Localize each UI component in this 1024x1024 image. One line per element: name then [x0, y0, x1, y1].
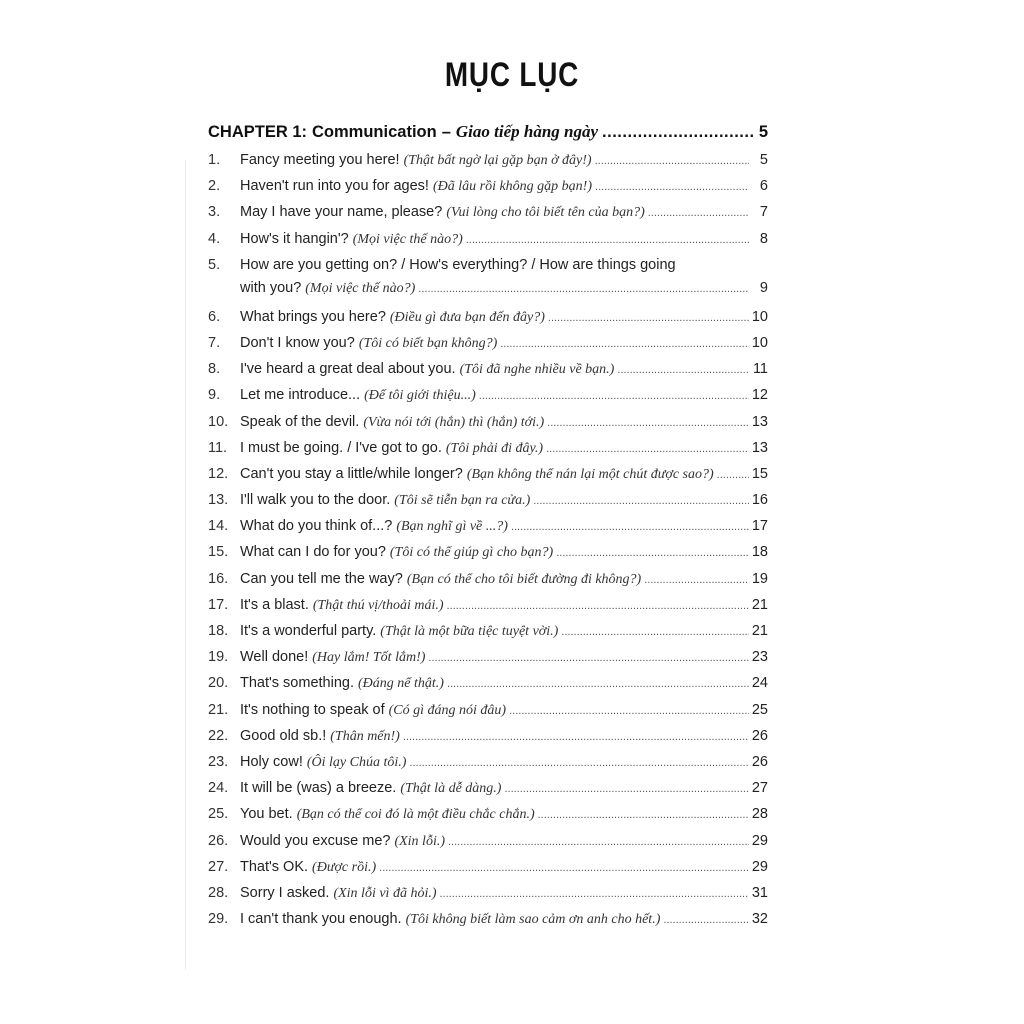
- dot-leader: [428, 652, 748, 664]
- entry-page-number: 23: [751, 649, 768, 666]
- toc-entry[interactable]: [208, 414, 768, 440]
- entry-phrase-en: That's OK.: [240, 858, 309, 875]
- dot-leader: [440, 888, 749, 900]
- entry-page-number: 24: [751, 675, 768, 692]
- entry-phrase-en: Don't I know you?: [240, 334, 355, 351]
- toc-entry[interactable]: [208, 361, 768, 387]
- dot-leader: [448, 836, 749, 848]
- entry-phrase-vi: (Thật thú vị/thoải mái.): [312, 597, 444, 613]
- entry-number: 23.: [208, 753, 229, 770]
- dot-leader: [648, 207, 749, 219]
- toc-entry[interactable]: [208, 335, 768, 361]
- entry-phrase-en: I can't thank you enough.: [240, 911, 402, 928]
- entry-phrase-en: Can't you stay a little/while longer?: [240, 465, 463, 482]
- entry-number: 2.: [208, 178, 221, 195]
- entry-page-number: 7: [759, 204, 768, 221]
- entry-phrase-vi: (Thật bất ngờ lại gặp bạn ở đây!): [403, 153, 592, 168]
- entry-phrase-vi: (Xin lỗi vì đã hỏi.): [333, 885, 437, 901]
- entry-page-number: 19: [751, 570, 768, 587]
- toc-entry[interactable]: [208, 231, 768, 257]
- toc-entry[interactable]: [208, 780, 768, 806]
- dot-leader: [556, 547, 749, 559]
- entry-phrase-en: It's a blast.: [240, 596, 309, 613]
- entry-page-number: 6: [759, 178, 768, 195]
- entry-number: 14.: [208, 518, 229, 535]
- dot-leader: [548, 312, 749, 324]
- entry-phrase-vi: (Thật là dễ dàng.): [400, 781, 502, 797]
- entry-phrase-en: What brings you here?: [240, 308, 386, 325]
- entry-page-number: 8: [759, 230, 768, 247]
- chapter-page-number: 5: [758, 123, 768, 141]
- entry-phrase-vi: (Hay lắm! Tốt lắm!): [312, 650, 426, 666]
- dot-leader: [595, 181, 749, 193]
- entry-phrase-en: Good old sb.!: [240, 727, 327, 744]
- entry-phrase-en: Speak of the devil.: [240, 413, 360, 430]
- entry-page-number: 9: [759, 279, 768, 296]
- entry-phrase-vi: (Được rồi.): [312, 859, 377, 875]
- chapter-title-en: Communication: [312, 123, 437, 141]
- entry-phrase-en: Holy cow!: [240, 753, 303, 770]
- dot-leader: [511, 521, 749, 533]
- entry-phrase-en: It's a wonderful party.: [240, 623, 377, 639]
- dot-leader: [479, 390, 749, 402]
- toc-entry[interactable]: [208, 597, 768, 623]
- entry-phrase-en: I've heard a great deal about you.: [240, 361, 456, 378]
- toc-entry[interactable]: [208, 309, 768, 335]
- entry-number: 18.: [208, 623, 229, 639]
- entry-number: 12.: [208, 465, 229, 482]
- dot-leader: [561, 626, 749, 638]
- entry-phrase-vi: (Bạn không thể nán lại một chút được sao?): [466, 466, 714, 482]
- toc-entry[interactable]: [208, 466, 768, 492]
- entry-page-number: 11: [752, 361, 768, 378]
- dot-leader: [403, 731, 749, 743]
- toc-entry[interactable]: [208, 675, 768, 701]
- chapter-label: CHAPTER 1:: [208, 123, 308, 141]
- entry-number: 5.: [208, 256, 221, 273]
- entry-page-number: 26: [751, 727, 768, 744]
- toc-entry[interactable]: [208, 623, 768, 649]
- dot-leader: [418, 283, 749, 295]
- entry-number: 20.: [208, 675, 229, 692]
- entry-phrase-en: Sorry I asked.: [240, 884, 330, 901]
- entry-page-number: 29: [751, 832, 768, 849]
- entry-phrase-en: How's it hangin'?: [240, 230, 349, 247]
- entry-page-number: 17: [751, 518, 768, 535]
- dot-leader: [504, 783, 748, 795]
- entry-number: 28.: [208, 884, 229, 901]
- dot-leader: [509, 705, 749, 717]
- entry-number: 21.: [208, 701, 229, 718]
- entry-phrase-en: You bet.: [240, 806, 293, 823]
- entry-number: 3.: [208, 204, 221, 221]
- chapter-title-vi: Giao tiếp hàng ngày: [455, 122, 599, 141]
- dot-leader: [546, 443, 749, 455]
- entry-phrase-vi: (Vừa nói tới (hắn) thì (hắn) tới.): [363, 414, 545, 430]
- entry-number: 25.: [208, 806, 229, 823]
- entry-phrase-vi: (Tôi có biết bạn không?): [358, 335, 498, 351]
- entry-line-2: [208, 280, 768, 306]
- toc-entry[interactable]: [208, 728, 768, 754]
- entry-number: 8.: [208, 361, 221, 378]
- entry-phrase-en: Fancy meeting you here!: [240, 152, 400, 168]
- entry-phrase-vi: (Thân mến!): [330, 728, 400, 744]
- dot-leader: [533, 495, 749, 507]
- toc-entry[interactable]: [208, 204, 768, 230]
- entry-page-number: 13: [751, 413, 768, 430]
- dot-leader: [409, 757, 748, 769]
- page-edge-shadow: [185, 160, 186, 970]
- dot-leader: [644, 574, 749, 586]
- entry-phrase-vi: (Tôi đã nghe nhiều về bạn.): [459, 362, 615, 378]
- toc-entry[interactable]: [208, 859, 768, 885]
- entry-phrase-vi: (Để tôi giới thiệu...): [364, 388, 476, 404]
- dot-leader: [663, 914, 748, 926]
- toc-entry[interactable]: [208, 649, 768, 675]
- toc-entry[interactable]: [208, 885, 768, 911]
- entry-phrase-vi: (Tôi sẽ tiễn bạn ra cửa.): [394, 493, 531, 509]
- entry-phrase-en-cont: with you?: [240, 279, 302, 296]
- entry-number: 4.: [208, 230, 221, 247]
- entry-phrase-en: What do you think of...?: [240, 518, 393, 535]
- toc-entry[interactable]: [208, 492, 768, 518]
- entry-number: 9.: [208, 387, 221, 404]
- dot-leader: [500, 338, 749, 350]
- entry-phrase-vi: (Xin lỗi.): [394, 833, 445, 849]
- toc-entry[interactable]: [208, 911, 768, 937]
- dot-leader: [717, 469, 749, 481]
- entry-number: 17.: [208, 596, 229, 613]
- toc-entry[interactable]: [208, 387, 768, 413]
- entry-phrase-vi: (Mọi việc thế nào?): [352, 231, 463, 247]
- entry-phrase-en: Would you excuse me?: [240, 832, 391, 849]
- entry-phrase-vi: (Mọi việc thế nào?): [305, 280, 416, 296]
- toc-entry[interactable]: [208, 257, 768, 309]
- entry-phrase-en: How are you getting on? / How's everything? / How are things going: [240, 256, 676, 273]
- entry-number: 22.: [208, 727, 229, 744]
- entry-number: 16.: [208, 570, 229, 587]
- entry-phrase-en: Let me introduce...: [240, 387, 361, 404]
- dot-leader: [538, 809, 749, 821]
- entry-page-number: 28: [751, 806, 768, 823]
- entry-number: 26.: [208, 832, 229, 849]
- entry-phrase-en: I'll walk you to the door.: [240, 492, 391, 509]
- entry-page-number: 31: [751, 884, 768, 901]
- entry-page-number: 10: [751, 308, 768, 325]
- entry-page-number: 18: [751, 544, 768, 561]
- entry-page-number: 15: [751, 465, 768, 482]
- entry-phrase-en: Haven't run into you for ages!: [240, 178, 429, 195]
- toc-entry[interactable]: [208, 754, 768, 780]
- chapter-separator: –: [441, 123, 451, 141]
- entry-phrase-vi: (Bạn có thể coi đó là một điều chắc chắn.): [296, 807, 535, 823]
- page-title: MỤC LỤC: [444, 56, 580, 94]
- entry-phrase-vi: (Bạn nghĩ gì về ...?): [396, 519, 508, 535]
- entry-page-number: 27: [751, 780, 768, 797]
- entry-page-number: 5: [759, 152, 768, 168]
- entry-phrase-vi: (Đáng nể thật.): [358, 676, 444, 692]
- entry-number: 15.: [208, 544, 229, 561]
- entry-phrase-vi: (Vui lòng cho tôi biết tên của bạn?): [446, 205, 645, 221]
- entry-page-number: 26: [751, 753, 768, 770]
- dot-leader: [547, 417, 749, 429]
- dot-leader: [595, 155, 749, 167]
- entry-page-number: 12: [751, 387, 768, 404]
- entry-page-number: 13: [751, 439, 768, 456]
- entry-phrase-vi: (Bạn có thể cho tôi biết đường đi không?): [406, 571, 642, 587]
- toc-entry[interactable]: [208, 178, 768, 204]
- entry-phrase-en: Can you tell me the way?: [240, 570, 403, 587]
- dot-leader: [617, 364, 749, 376]
- dot-leader: [447, 600, 749, 612]
- dot-leader: [602, 123, 754, 142]
- toc-entry[interactable]: [208, 833, 768, 859]
- entry-number: 13.: [208, 492, 229, 509]
- toc-entry[interactable]: [208, 152, 768, 178]
- entry-phrase-vi: (Đã lâu rồi không gặp bạn!): [432, 179, 593, 195]
- entry-phrase-vi: (Ôi lạy Chúa tôi.): [306, 754, 407, 770]
- entry-phrase-vi: (Tôi có thể giúp gì cho bạn?): [389, 545, 554, 561]
- entry-number: 19.: [208, 649, 229, 666]
- entry-phrase-vi: (Tôi không biết làm sao cảm ơn anh cho hết.): [405, 912, 661, 928]
- entry-number: 10.: [208, 413, 229, 430]
- entry-number: 6.: [208, 308, 221, 325]
- entry-page-number: 25: [751, 701, 768, 718]
- toc-entry[interactable]: [208, 806, 768, 832]
- toc-entry[interactable]: [208, 571, 768, 597]
- entry-page-number: 21: [751, 623, 768, 639]
- entry-number: 27.: [208, 858, 229, 875]
- entry-line-1: [208, 257, 768, 280]
- entry-page-number: 29: [751, 858, 768, 875]
- entry-number: 11.: [208, 439, 228, 456]
- entry-page-number: 32: [751, 911, 768, 928]
- entry-phrase-en: That's something.: [240, 675, 354, 692]
- entry-page-number: 16: [751, 492, 768, 509]
- entry-page-number: 10: [751, 334, 768, 351]
- dot-leader: [379, 862, 749, 874]
- dot-leader: [466, 234, 749, 246]
- entry-phrase-en: What can I do for you?: [240, 544, 386, 561]
- toc-entry-list: [208, 152, 768, 937]
- toc-entry[interactable]: [208, 440, 768, 466]
- entry-phrase-en: I must be going. / I've got to go.: [240, 439, 442, 456]
- toc-entry[interactable]: [208, 518, 768, 544]
- dot-leader: [447, 678, 749, 690]
- entry-number: 29.: [208, 911, 229, 928]
- entry-phrase-en: It's nothing to speak of: [240, 701, 385, 718]
- entry-phrase-en: May I have your name, please?: [240, 204, 443, 221]
- chapter-heading[interactable]: [208, 122, 768, 146]
- entry-number: 1.: [208, 152, 221, 168]
- entry-phrase-en: Well done!: [240, 649, 309, 666]
- entry-phrase-vi: (Tôi phải đi đây.): [445, 440, 544, 456]
- toc-entry[interactable]: [208, 702, 768, 728]
- entry-phrase-en: It will be (was) a breeze.: [240, 780, 397, 797]
- entry-page-number: 21: [751, 596, 768, 613]
- entry-phrase-vi: (Thật là một bữa tiệc tuyệt vời.): [380, 624, 559, 639]
- entry-number: 24.: [208, 780, 229, 797]
- entry-phrase-vi: (Điều gì đưa bạn đến đây?): [389, 309, 545, 325]
- toc-entry[interactable]: [208, 544, 768, 570]
- entry-phrase-vi: (Có gì đáng nói đâu): [388, 702, 507, 718]
- entry-number: 7.: [208, 334, 221, 351]
